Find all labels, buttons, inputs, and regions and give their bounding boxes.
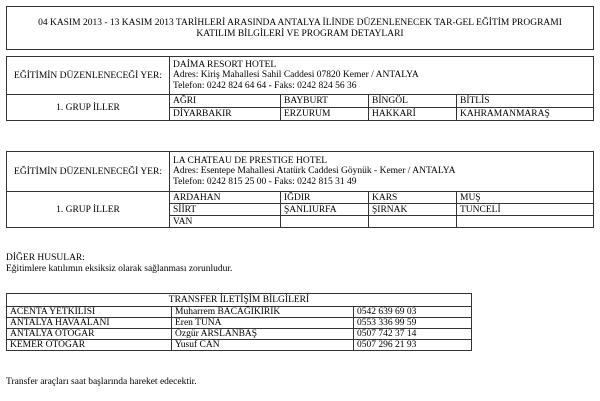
transfer-role: KEMER OTOGAR [7, 340, 172, 351]
transfer-phone: 0553 336 99 59 [354, 318, 472, 329]
city-cell [281, 216, 369, 228]
city-cell [457, 216, 594, 228]
group-label: 1. GRUP İLLER [7, 192, 170, 228]
venue-label: EĞİTİMİN DÜZENLENECEĞİ YER: [7, 57, 170, 95]
transfer-person: Özgür ARSLANBAŞ [172, 329, 354, 340]
city-cell: DİYARBAKIR [170, 108, 281, 121]
city-cell: MUŞ [457, 192, 594, 204]
venue-table-2 [6, 151, 594, 228]
hotel-address: Adres: Kiriş Mahallesi Sahil Caddesi 07820 Kemer / ANTALYA [173, 70, 419, 81]
city-cell: SİİRT [170, 204, 281, 216]
venue-table-1 [6, 56, 594, 121]
other-text: Eğitimlere katılımın eksiksiz olarak sağlanması zorunludur. [6, 264, 233, 274]
transfer-role: ANTALYA OTOGAR [7, 329, 172, 340]
city-cell: HAKKARİ [369, 108, 457, 121]
city-cell: ŞIRNAK [369, 204, 457, 216]
transfer-phone: 0507 296 21 93 [354, 340, 472, 351]
city-cell [369, 216, 457, 228]
table-row [7, 307, 472, 318]
venue-label: EĞİTİMİN DÜZENLENECEĞİ YER: [7, 152, 170, 192]
other-heading: DİĞER HUSULAR: [6, 253, 85, 263]
city-cell: AĞRI [170, 95, 281, 108]
footer-note: Transfer araçları saat başlarında hareket edecektir. [6, 377, 197, 387]
transfer-table [6, 293, 472, 351]
transfer-person: Eren TUNA [172, 318, 354, 329]
venue-details [170, 152, 594, 192]
city-cell: VAN [170, 216, 281, 228]
transfer-title: TRANSFER İLETİŞİM BİLGİLERİ [7, 294, 472, 307]
city-cell: IĞDIR [281, 192, 369, 204]
city-cell: ŞANLIURFA [281, 204, 369, 216]
city-cell: BAYBURT [281, 95, 369, 108]
hotel-name: DAİMA RESORT HOTEL [173, 59, 277, 70]
document-title-box [6, 6, 594, 50]
transfer-person: Yusuf CAN [172, 340, 354, 351]
city-cell: KARS [369, 192, 457, 204]
title-line-2: KATILIM BİLGİLERİ VE PROGRAM DETAYLARI [196, 28, 404, 39]
table-row [7, 329, 472, 340]
city-cell: ARDAHAN [170, 192, 281, 204]
transfer-person: Muharrem BACAĞIKIRIK [172, 307, 354, 318]
city-cell: TUNCELİ [457, 204, 594, 216]
transfer-phone: 0542 639 69 03 [354, 307, 472, 318]
venue-details [170, 57, 594, 95]
table-row [7, 340, 472, 351]
transfer-role: ACENTA YETKİLİSİ [7, 307, 172, 318]
transfer-phone: 0507 742 37 14 [354, 329, 472, 340]
transfer-role: ANTALYA HAVAALANI [7, 318, 172, 329]
table-row [7, 318, 472, 329]
city-cell: ERZURUM [281, 108, 369, 121]
group-label: 1. GRUP İLLER [7, 95, 170, 121]
city-cell: BİNGÖL [369, 95, 457, 108]
city-cell: BİTLİS [457, 95, 594, 108]
title-line-1: 04 KASIM 2013 - 13 KASIM 2013 TARİHLERİ ARASINDA ANTALYA İLİNDE DÜZENLENECEK TAR-GEL EĞİTİM PROGRAMI [38, 18, 562, 28]
hotel-name: LA CHATEAU DE PRESTIGE HOTEL [173, 155, 328, 166]
city-cell: KAHRAMANMARAŞ [457, 108, 594, 121]
hotel-address: Adres: Esentepe Mahallesi Atatürk Caddesi Göynük - Kemer / ANTALYA [173, 166, 456, 177]
hotel-phone: Telefon: 0242 815 25 00 - Faks: 0242 815 31 49 [173, 176, 357, 187]
hotel-phone: Telefon: 0242 824 64 64 - Faks: 0242 824 56 36 [173, 80, 357, 91]
